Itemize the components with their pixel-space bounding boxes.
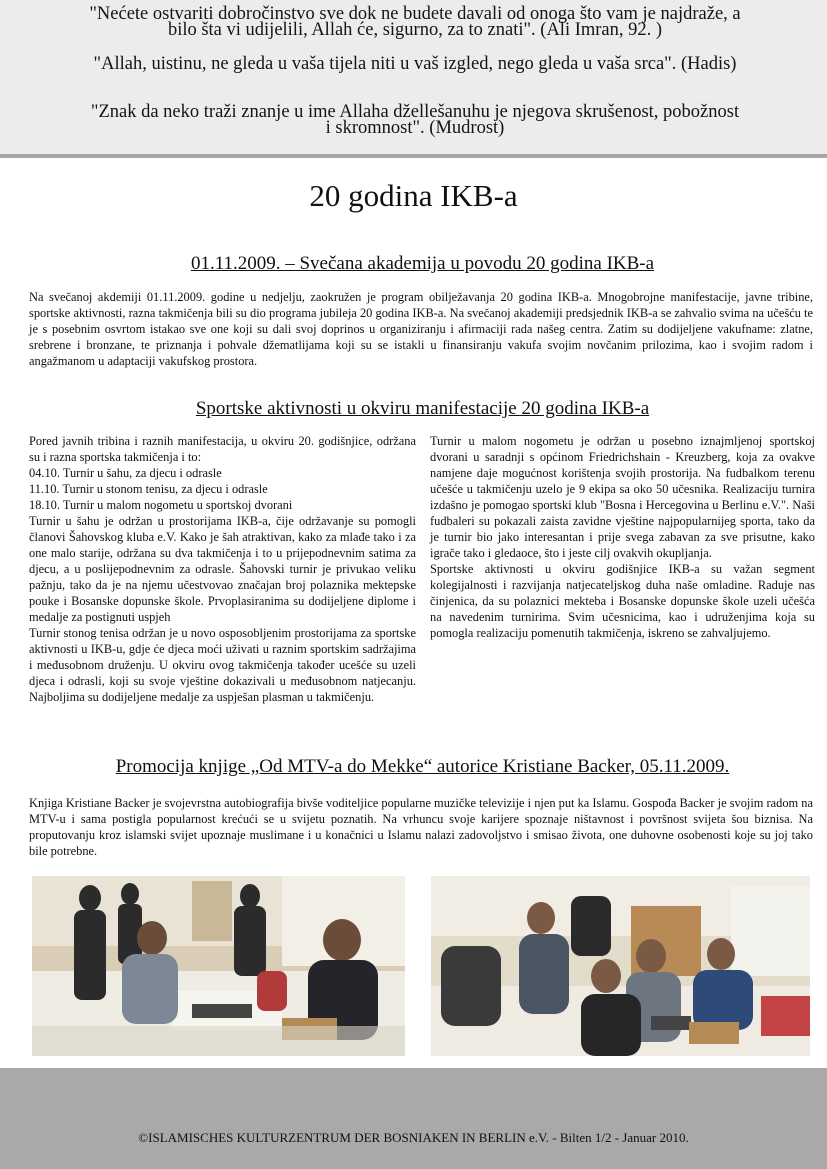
football-paragraph: Turnir u malom nogometu je održan u posebno iznajmljenoj sportskoj dvorani u saradnji s općinom Friedrichshain - Kreuzberg, koja za ovakve namjene daje mogućnost korištenja svojih prostorija. Na fudbalkom terenu učešće u takmičenju uzelo je 9 ekipa sa oko 50 učesnika. Realizaciju turnira izdašno je pomogao sportski klub "Bosna i Hercegovina u Berlinu e.V.". Naši fudbaleri su pokazali zaista zavidne vještine najpopularnijeg sporta, tako da je turnir bio jako interesantan i prije svega zabavan za sve prisutne, kako igrače tako i gledaoce, što i jeste cilj ovakvih okupljanja. [430,434,815,560]
paragraph-akademija: Na svečanoj akdemiji 01.11.2009. godine u nedjelju, zaokružen je program obilježavanja 20 godina IKB-a. Mnogobrojne manifestacije, javne tribine, sportske aktivnosti, razna takmičenja bili su dio programa jubileja 20 godina IKB-a. Na svečanoj akademiji predsjednik IKB-a se zahvalio svima na učešću te je s posebnim osvrtom istakao sve one koji su dali svoj doprinos u organiziranju i afirmaciji rada našeg centra. Zatim su dodijeljene vakufname: zlatne, srebrene i bronzane, te priznanja i pohvale džematlijama koji su se istakli u finansiranju vakufa svojim novčanim prilozima, kao i svojim radom i angažmanom u adaptaciji vakufskog prostora. [29,290,813,368]
sport-right-column [430,433,815,641]
quote-line: bilo šta vi udijelili, Allah će, sigurno, za to znati". (Ali Imran, 92. ) [167,20,663,40]
chess-tournament-photo-left [32,876,405,1056]
paragraph-promocija: Knjiga Kristiane Backer je svojevrstna autobiografija bivše voditeljice popularne muzičke televizije i njen put ka Islamu. Gospođa Backer je svojim radom na MTV-u i sama postigla popularnost krećući se u svijetu poznatih. Na vrhuncu svoje karijere spoznaje ništavnost i površnost svijeta šou biznisa. Na proputovanju kroz islamski svijet upoznaje muslimane i u konačnici u Islamu nalazi zadovoljstvo i smisao života, one duhovne osobenosti koje su joj tako bile potrebne. [29,796,813,858]
page-footer [0,1068,827,1169]
quote-quran [40,6,790,38]
quote-line: "Allah, uistinu, ne gleda u vaša tijela niti u vaš izgled, nego gleda u vaša srca". (Hadis) [93,54,737,74]
page-title: 20 godina IKB-a [309,178,518,213]
list-item: 11.10. Turnir u stonom tenisu, za djecu i odrasle [29,482,268,496]
section-heading-promocija: Promocija knjige „Od MTV-a do Mekke“ autorice Kristiane Backer, 05.11.2009. [115,756,730,777]
table-tennis-paragraph: Turnir stonog tenisa održan je u novo osposobljenim prostorijama za sportske aktivnosti u IKB-u, gdje će djeca moći uživati u raznim sportskim sadržajima i međusobnom druženju. U okviru ovog takmičenja također ucešće su uzeli djeca i odrasli, koji su svoje vještine dokazivali u međusobnom natjecanju. Najboljima su dodijeljene medalje za uspješan plasman u takmičenju. [29,626,416,704]
list-item: 04.10. Turnir u šahu, za djecu i odrasle [29,466,222,480]
chess-tournament-photo-right [431,876,810,1056]
quotes-header [0,0,827,158]
sport-intro: Pored javnih tribina i raznih manifestacija, u okviru 20. godišnjice, održana su i razna sportska takmičenja i to: [29,434,416,464]
chess-paragraph: Turnir u šahu je održan u prostorijama IKB-a, čije održavanje su pomogli članovi Šahovskog kluba e.V. Kako je šah atraktivan, kako za mlađe tako i za one malo starije, održana su dva takmičenja i to u prijepodnevnim satima za djecu, a u poslijepodnevnim za odrasle. Šahovski turnir je privukao veliku pažnju, tako da je na njemu učestvovao značajan broj polaznika mektepske pouke i Bosanske dopunske škole. Prvoplasiranima su dodijeljene diplome i medalje za postignuti uspjeh [29,514,416,624]
quote-line: "Znak da neko traži znanje u ime Allaha džellešanuhu je njegova skrušenost, pobožnost [90,102,740,122]
footer-copyright: ©ISLAMISCHES KULTURZENTRUM DER BOSNIAKEN IN BERLIN e.V. - Bilten 1/2 - Januar 2010. [138,1130,689,1145]
quote-line: "Nećete ostvariti dobročinstvo sve dok ne budete davali od onoga što vam je najdraže, a [89,4,741,24]
section-heading-akademija: 01.11.2009. – Svečana akademija u povodu 20 godina IKB-a [190,253,655,274]
closing-paragraph: Sportske aktivnosti u okviru godišnjice IKB-a su važan segment kolegijalnosti i razvijanja natjecateljskog duha naše omladine. Raduje nas činjenica, da su polaznici mekteba i Bosanske dopunske škole uzeli učešća na navedenim turnirima. Svim učesnicima, kao i udruženjima koja su pomogla realizaciju pomenutih takmičenja, iskreno se zahvaljujemo. [430,562,815,640]
quote-wisdom [40,104,790,136]
sport-left-column [29,433,416,705]
section-heading-sport: Sportske aktivnosti u okviru manifestacije 20 godina IKB-a [195,398,650,419]
list-item: 18.10. Turnir u malom nogometu u sportskoj dvorani [29,498,293,512]
quote-hadith [40,56,790,72]
quote-line: i skromnost". (Mudrost) [325,118,505,138]
